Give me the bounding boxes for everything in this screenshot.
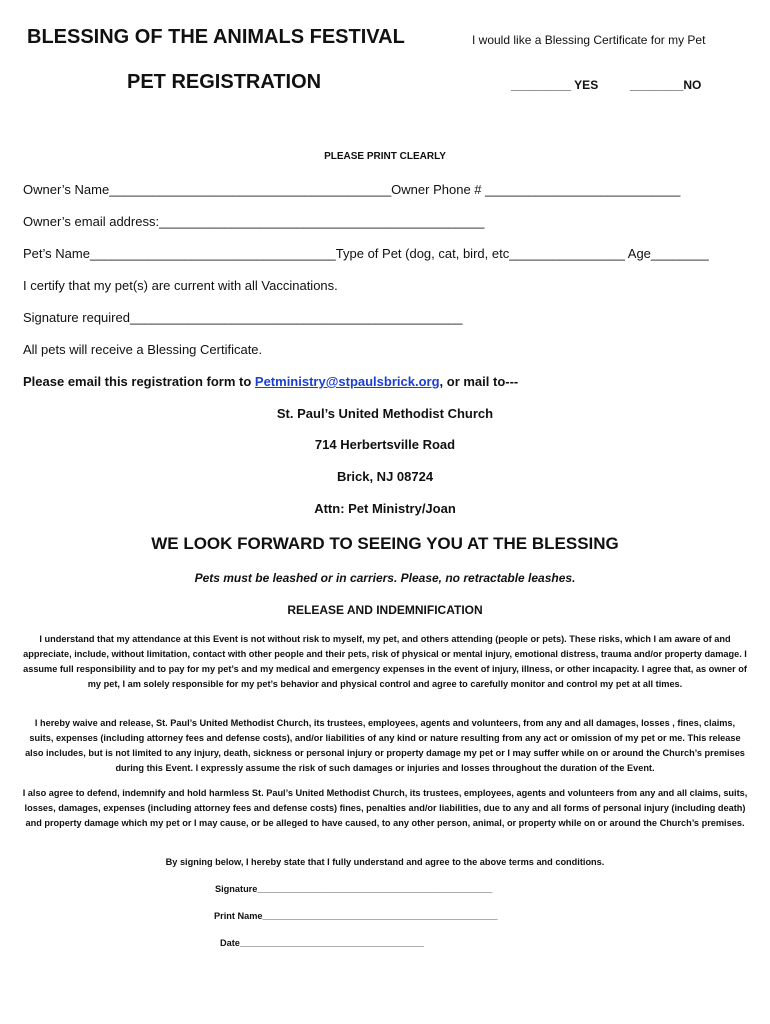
owner-email-field[interactable]: Owner’s email address:_____________________________________________ — [23, 214, 485, 229]
certificate-yes-field[interactable]: _________ YES — [511, 78, 599, 92]
church-name: St. Paul’s United Methodist Church — [276, 406, 494, 421]
agreement-statement: By signing below, I hereby state that I fully understand and agree to the above terms and conditions. — [165, 857, 605, 867]
church-city: Brick, NJ 08724 — [336, 469, 434, 484]
look-forward-heading: WE LOOK FORWARD TO SEEING YOU AT THE BLESSING — [151, 534, 619, 553]
print-clearly-instruction: PLEASE PRINT CLEARLY — [324, 151, 446, 162]
mail-suffix: , or mail to--- — [439, 374, 519, 389]
release-paragraph-2: I hereby waive and release, St. Paul’s United Methodist Church, its trustees, employees, agents and volunteers, from any and all damages, losses , fines, claims, suits, expenses (including attorney fees and defense costs), and/or liabilities of any kind or nature resulting from any act or omission of my pet or me. This release also includes, but is not limited to any injury, death, sickness or personal injury or property damage my pet or I may suffer while on or around the Church’s premises during this Event. I expressly assume the risk of such damages or injuries and losses throughout the duration of the Event. — [25, 718, 745, 773]
print-name-field[interactable]: Print Name______________________________________________ — [214, 911, 498, 921]
pet-info-field[interactable]: Pet’s Name__________________________________Type of Pet (dog, cat, bird, etc________________ Age________ — [23, 246, 709, 261]
ministry-email-link[interactable]: Petministry@stpaulsbrick.org — [254, 374, 440, 389]
release-paragraph-3: I also agree to defend, indemnify and hold harmless St. Paul’s United Methodist Church, its trustees, employees, agents and volunteers from any and all claims, suits, losses, damages, expenses (including attorney fees and defense costs) fines, penalties and/or liabilities, due to any and all forms of personal injury (including death) and property damage which my pet or I may cause, or be alleged to have caused, to any other person, animal, or property while on or around the Church’s premises. — [22, 788, 748, 828]
church-attn: Attn: Pet Ministry/Joan — [314, 501, 456, 516]
vaccination-statement: I certify that my pet(s) are current with all Vaccinations. — [23, 278, 338, 293]
release-title: RELEASE AND INDEMNIFICATION — [287, 603, 483, 617]
form-title: BLESSING OF THE ANIMALS FESTIVAL — [27, 26, 405, 48]
release-paragraph-1: I understand that my attendance at this Event is not without risk to myself, my pet, and others attending (people or pets). These risks, which I am aware of and appreciate, include, without limitation, contact with other people and their pets, risk of physical or mental injury, emotional distress, trauma and/or property damage. I assume full responsibility and to pay for my pet’s and my medical and emergency expenses in the event of injury, illness, or other incapacity. I agree that, as owner of my pet, I am solely responsible for my pet’s behavior and physical control and agree to carefully monitor and control my pet at all times. — [23, 634, 747, 689]
date-field[interactable]: Date____________________________________ — [220, 938, 424, 948]
church-street: 714 Herbertsville Road — [314, 437, 456, 452]
mail-prefix: Please email this registration form to — [23, 374, 255, 389]
owner-name-phone-field[interactable]: Owner’s Name_______________________________________Owner Phone # ___________________________ — [23, 182, 681, 197]
form-subtitle: PET REGISTRATION — [127, 71, 322, 93]
final-signature-field[interactable]: Signature______________________________________________ — [215, 884, 493, 894]
mail-instructions — [23, 374, 518, 389]
certificate-note: All pets will receive a Blessing Certificate. — [23, 342, 263, 357]
signature-required-field[interactable]: Signature required______________________________________________ — [23, 310, 463, 325]
certificate-question: I would like a Blessing Certificate for my Pet — [472, 33, 706, 47]
certificate-no-field[interactable]: ________NO — [630, 78, 702, 92]
leash-notice: Pets must be leashed or in carriers. Please, no retractable leashes. — [194, 571, 576, 585]
